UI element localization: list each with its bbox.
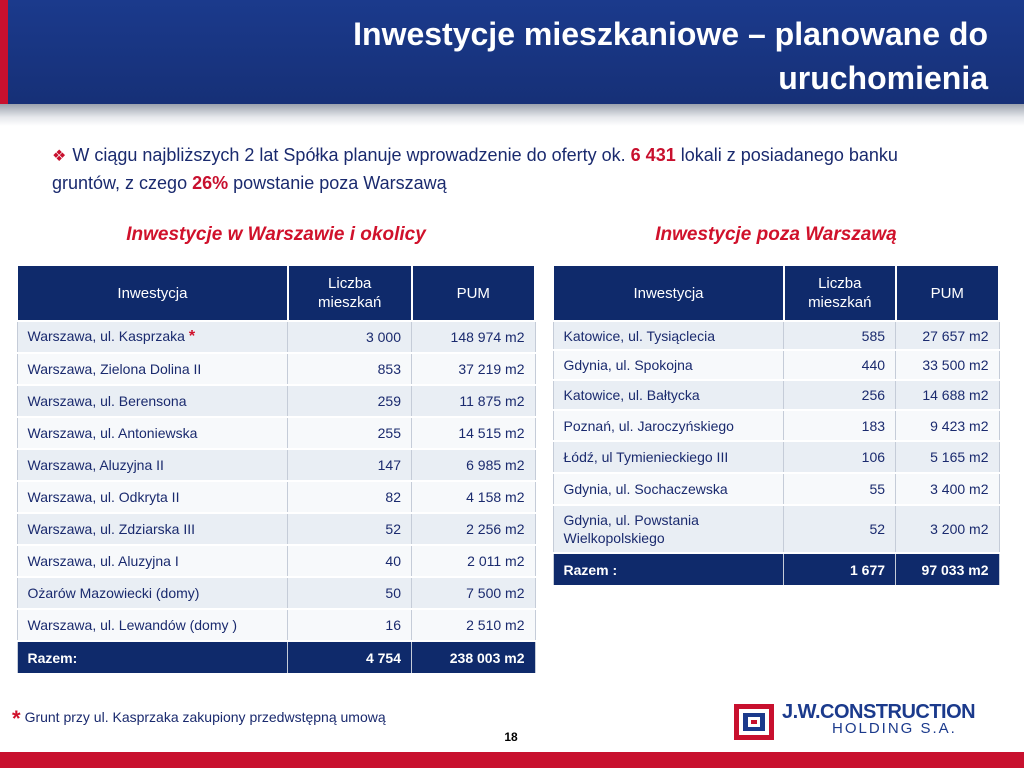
table-row: Warszawa, ul. Berensona 259 11 875 m2 <box>17 385 535 417</box>
title-line-1: Inwestycje mieszkaniowe – planowane do <box>353 16 988 52</box>
asterisk-marker: * <box>12 706 21 731</box>
table-total-row: Razem: 4 754 238 003 m2 <box>17 641 535 673</box>
intro-text-2: lokali z posiadanego banku gruntów, z czego <box>52 145 898 193</box>
warsaw-investments-table <box>16 264 536 673</box>
diamond-bullet-icon: ❖ <box>52 148 67 165</box>
asterisk-marker: * <box>188 328 196 345</box>
header-investment: Inwestycja <box>17 265 288 321</box>
table-row: Gdynia, ul. Sochaczewska 55 3 400 m2 <box>553 473 999 505</box>
table-row: Warszawa, ul. Antoniewska 255 14 515 m2 <box>17 417 535 449</box>
company-logo-icon <box>734 704 774 740</box>
header-pum: PUM <box>896 265 999 321</box>
table-row: Warszawa, ul. Odkryta II 82 4 158 m2 <box>17 481 535 513</box>
table-row: Warszawa, ul. Aluzyjna I 40 2 011 m2 <box>17 545 535 577</box>
header-investment: Inwestycja <box>553 265 784 321</box>
table-row: Łódź, ul Tymienieckiego III 106 5 165 m2 <box>553 441 999 473</box>
table-row: Warszawa, Zielona Dolina II 853 37 219 m2 <box>17 353 535 385</box>
header-divider <box>0 104 1024 126</box>
table-row: Warszawa, ul. Lewandów (domy ) 16 2 510 m2 <box>17 609 535 641</box>
intro-paragraph <box>52 142 952 196</box>
footnote <box>12 706 386 732</box>
table-row: Katowice, ul. Bałtycka 256 14 688 m2 <box>553 380 999 410</box>
page-number: 18 <box>504 730 518 744</box>
title-line-2: uruchomienia <box>778 60 988 96</box>
table-row: Warszawa, Aluzyjna II 147 6 985 m2 <box>17 449 535 481</box>
footer-bar <box>0 752 1024 768</box>
page-title <box>168 12 988 100</box>
table-row: Ożarów Mazowiecki (domy) 50 7 500 m2 <box>17 577 535 609</box>
logo-text-secondary: HOLDING S.A. <box>832 720 957 737</box>
header-unit-count: Liczba mieszkań <box>288 265 412 321</box>
header-banner <box>0 0 1024 104</box>
table-row: Warszawa, ul. Zdziarska III 52 2 256 m2 <box>17 513 535 545</box>
table-row: Gdynia, ul. Spokojna 440 33 500 m2 <box>553 350 999 380</box>
table-row: Warszawa, ul. Kasprzaka * 3 000 148 974 m2 <box>17 321 535 353</box>
intro-highlight-count: 6 431 <box>630 145 676 165</box>
header-pum: PUM <box>412 265 536 321</box>
company-logo <box>734 700 1004 746</box>
table-row: Katowice, ul. Tysiąclecia 585 27 657 m2 <box>553 321 999 350</box>
table-row: Gdynia, ul. Powstania Wielkopolskiego 52 3 200 m2 <box>553 505 999 553</box>
table-row: Poznań, ul. Jaroczyńskiego 183 9 423 m2 <box>553 410 999 441</box>
intro-highlight-percent: 26% <box>192 173 229 193</box>
right-section-title: Inwestycje poza Warszawą <box>655 224 897 245</box>
footnote-text: Grunt przy ul. Kasprzaka zakupiony przedwstępną umową <box>24 709 386 725</box>
outside-warsaw-investments-table <box>552 264 1000 585</box>
logo-text-primary: J.W.CONSTRUCTION <box>782 701 976 723</box>
table-total-row: Razem : 1 677 97 033 m2 <box>553 553 999 585</box>
header-unit-count: Liczba mieszkań <box>784 265 896 321</box>
intro-text-1: W ciągu najbliższych 2 lat Spółka planuje wprowadzenie do oferty ok. <box>72 145 626 165</box>
table-header-row <box>553 265 999 321</box>
intro-text-3: powstanie poza Warszawą <box>233 173 447 193</box>
table-header-row <box>17 265 535 321</box>
left-section-title: Inwestycje w Warszawie i okolicy <box>126 224 426 245</box>
